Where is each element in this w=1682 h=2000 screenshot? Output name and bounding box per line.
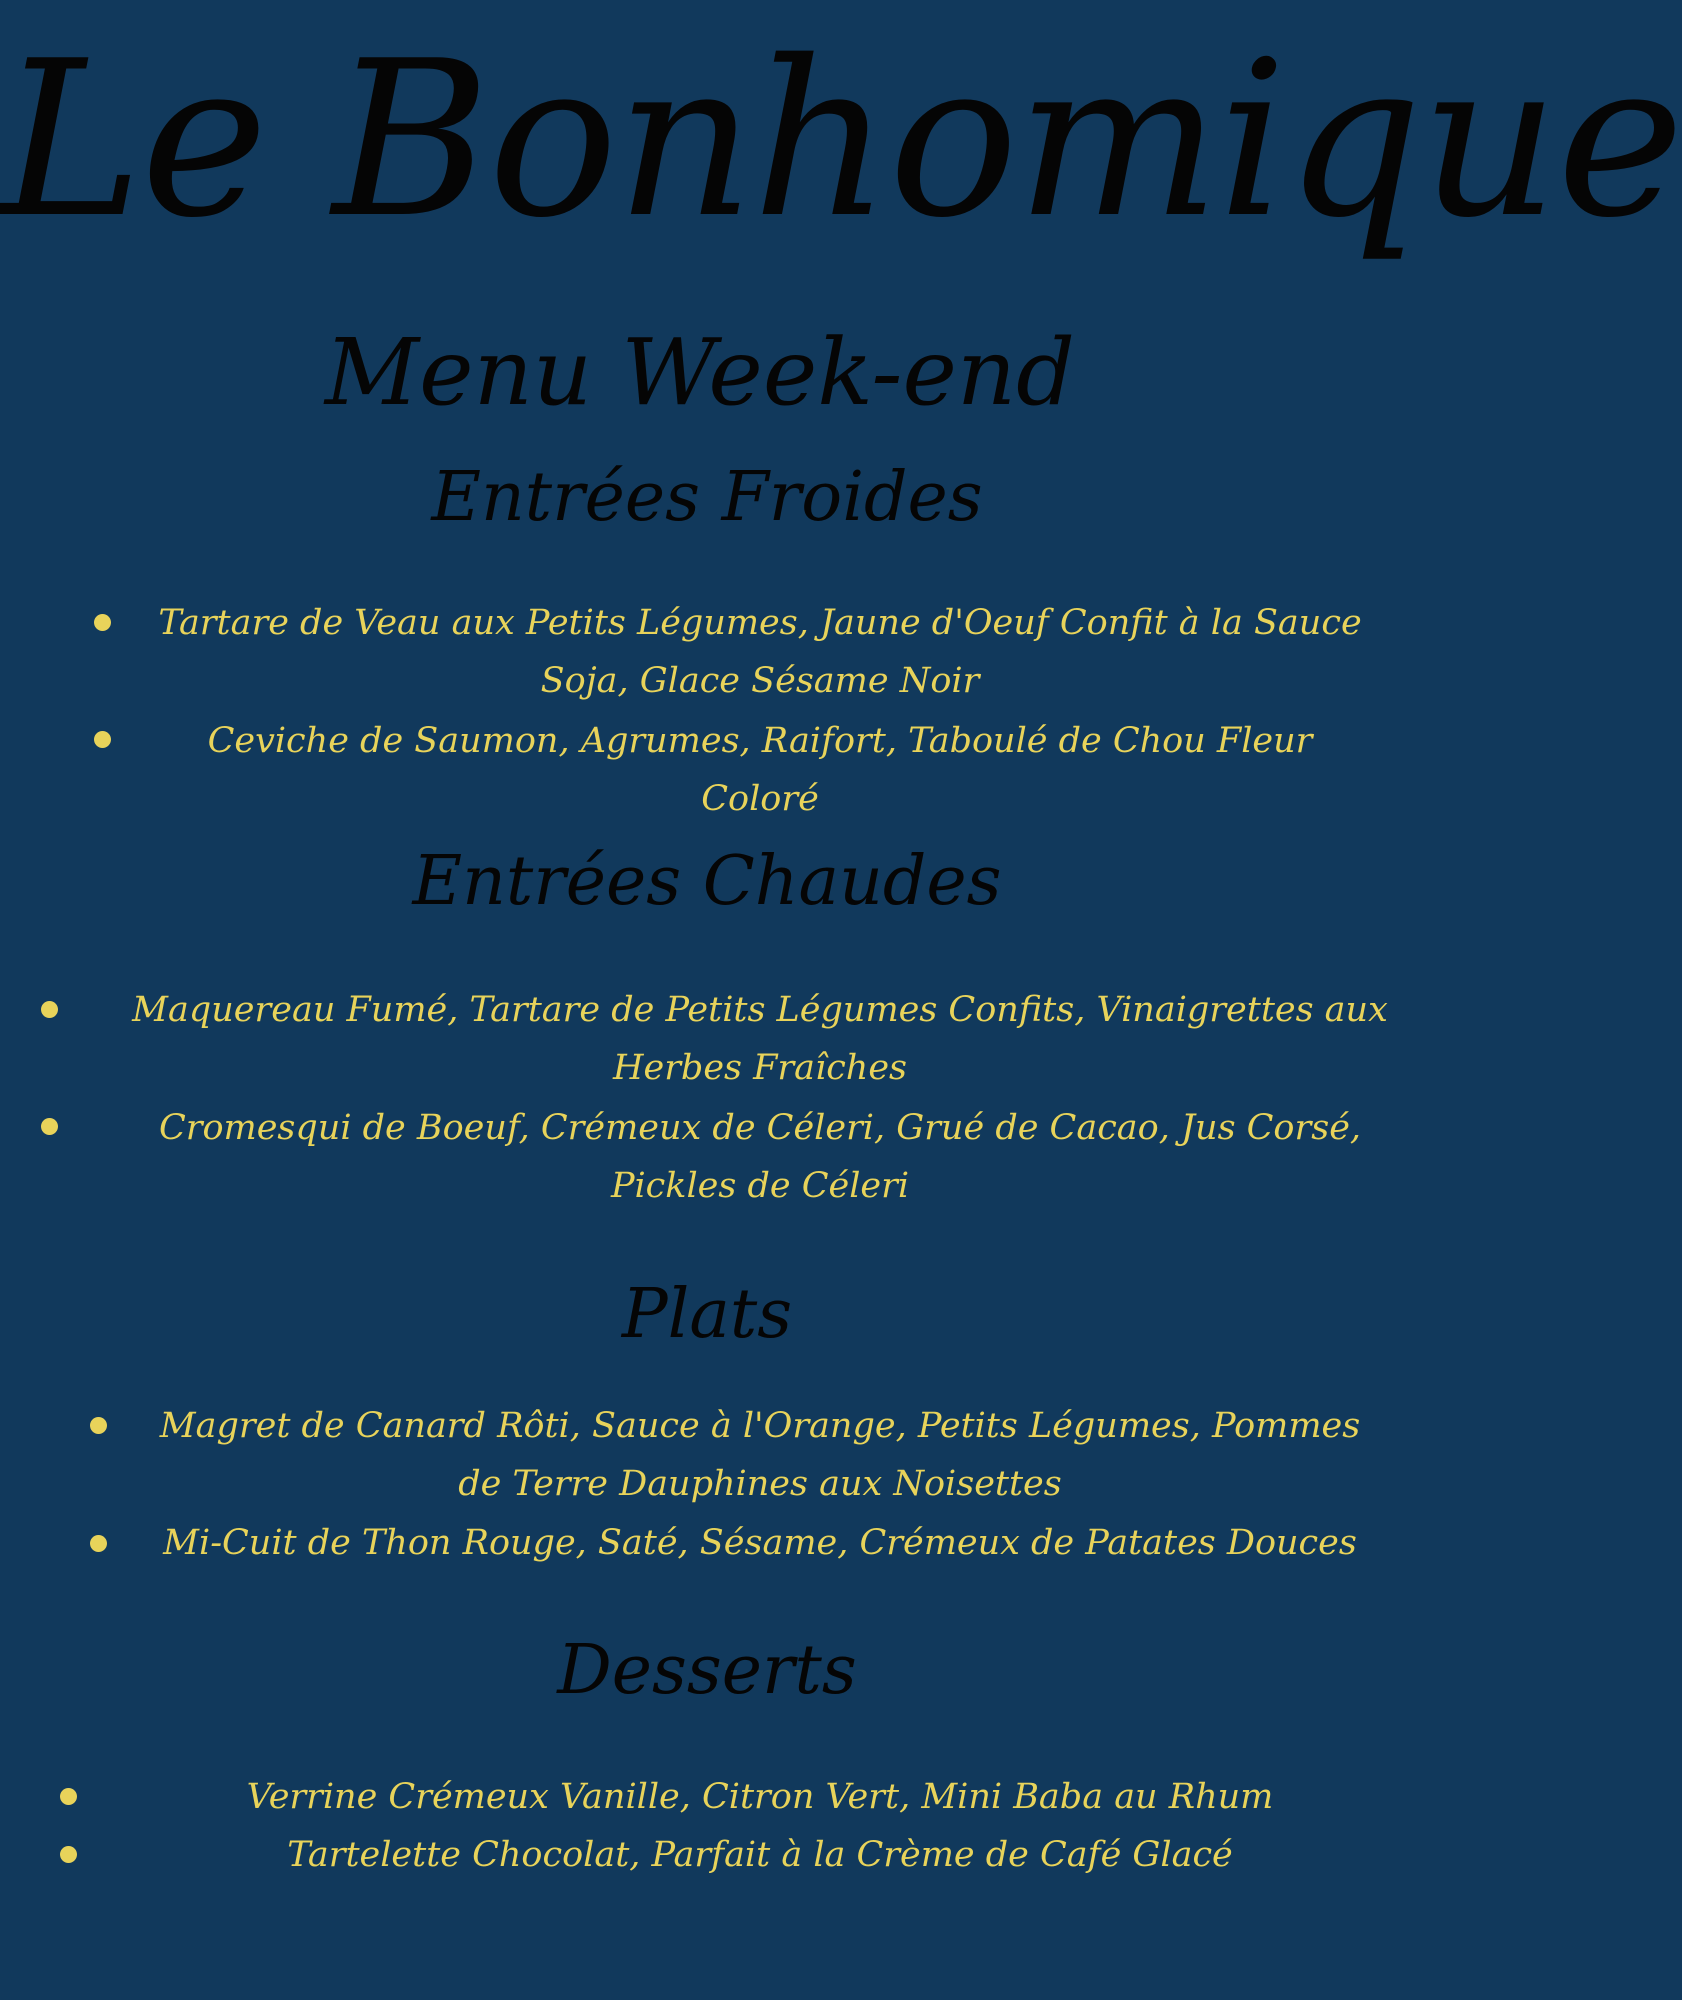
dish-item: Cromesqui de Boeuf, Crémeux de Céleri, Grué de Cacao, Jus Corsé, Pickles de Céleri [158,1108,1362,1206]
section-title-entrees-chaudes: Entrées Chaudes [412,842,1002,921]
bullet-icon [60,1788,77,1805]
section-title-entrees-froides: Entrées Froides [431,458,983,537]
menu-title: Menu Week-end [324,319,1076,426]
dish-item: Mi-Cuit de Thon Rouge, Saté, Sésame, Crémeux de Patates Douces [163,1523,1357,1563]
dish-item: Maquereau Fumé, Tartare de Petits Légumes Confits, Vinaigrettes aux Herbes Fraîches [132,990,1388,1088]
dish-item: Tartelette Chocolat, Parfait à la Crème de Café Glacé [287,1835,1233,1875]
restaurant-name: Le Bonhomique [0,14,1682,265]
bullet-icon [90,1535,107,1552]
dish-item: Ceviche de Saumon, Agrumes, Raifort, Taboulé de Chou Fleur Coloré [207,721,1313,819]
bullet-icon [60,1846,77,1863]
bullet-icon [94,731,111,748]
dish-item: Verrine Crémeux Vanille, Citron Vert, Mini Baba au Rhum [246,1777,1274,1817]
bullet-icon [94,614,111,631]
dish-item: Tartare de Veau aux Petits Légumes, Jaune d'Oeuf Confit à la Sauce Soja, Glace Sésame Noir [158,603,1362,701]
bullet-icon [90,1417,107,1434]
bullet-icon [41,1001,58,1018]
dish-item: Magret de Canard Rôti, Sauce à l'Orange, Petits Légumes, Pommes de Terre Dauphines aux Noisettes [159,1406,1361,1504]
section-title-plats: Plats [621,1275,793,1354]
section-title-desserts: Desserts [557,1631,857,1710]
bullet-icon [41,1118,58,1135]
